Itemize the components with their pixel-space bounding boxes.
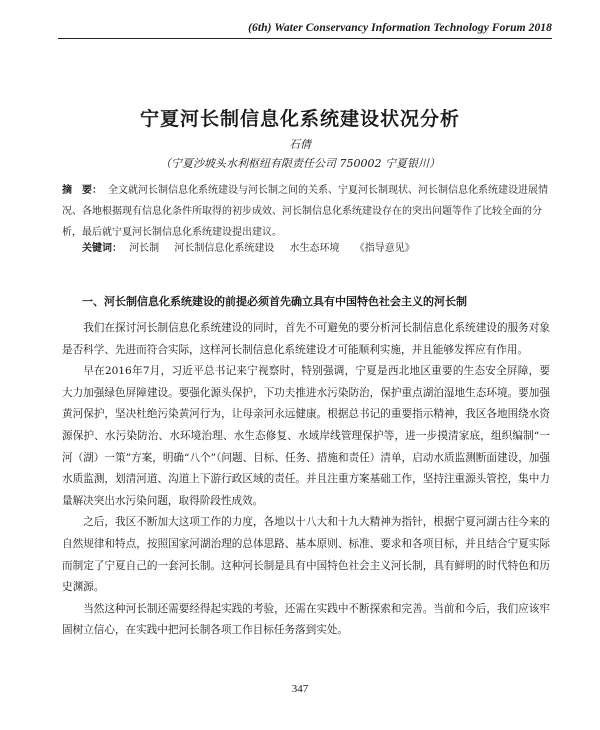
paragraph: 我们在探讨河长制信息化系统建设的同时，首先不可避免的要分析河长制信息化系统建设的服务对象是否科学、先进而符合实际，这样河长制信息化系统建设才可能顺利实施，并且能够发挥应有作用。: [62, 322, 550, 356]
running-head: (6th) Water Conservancy Information Technology Forum 2018: [248, 22, 552, 34]
author: 石倩: [289, 138, 311, 151]
abstract-label: 摘 要：: [62, 185, 102, 196]
body-text: [62, 318, 550, 642]
keyword: 水生态环境: [289, 243, 340, 254]
keyword: 河长制: [129, 243, 160, 254]
keyword: 河长制信息化系统建设: [174, 243, 275, 254]
paragraph: 早在2016年7月，习近平总书记来宁视察时，特别强调，宁夏是西北地区重要的生态安全屏障，要大力加强绿色屏障建设。要强化源头保护，下功夫推进水污染防治，保护重点湖泊湿地生态环境。要加强黄河保护，坚决杜绝污染黄河行为，让母亲河永远健康。根据总书记的重要指示精神，我区各地围绕水资源保护、水污染防治、水环境治理、水生态修复、水域岸线管理保护等，进一步摸清家底，组织编制“一河（湖）一策”方案，明确“八个”（问题、目标、任务、措施和责任）清单，启动水质监测断面建设，加强水质监测，划清河道、沟道上下游行政区域的责任。并且注重方案基础工作，坚持注重源头管控，集中力量解决突出水污染问题，取得阶段性成效。: [62, 365, 550, 507]
abstract: [62, 180, 550, 243]
page-number: 347: [291, 683, 309, 695]
affiliation: （宁夏沙坡头水利枢纽有限责任公司 750002 宁夏银川）: [160, 157, 440, 170]
paragraph: 之后，我区不断加大这项工作的力度，各地以十八大和十九大精神为指针，根据宁夏河湖古往今来的自然规律和特点，按照国家河湖治理的总体思路、基本原则、标准、要求和各项目标，并且结合宁夏实际而制定了宁夏自己的一套河长制。这种河长制是具有中国特色社会主义河长制，具有鲜明的时代特色和历史渊源。: [62, 516, 550, 594]
header-rule: [58, 38, 552, 39]
abstract-text: 全文就河长制信息化系统建设与河长制之间的关系、宁夏河长制现状、河长制信息化系统建设进展情况、各地根据现有信息化条件所取得的初步成效、河长制信息化系统建设存在的突出问题等作了比较全面的分析，最后就宁夏河长制信息化系统建设提出建议。: [62, 185, 548, 238]
keyword: 《指导意见》: [354, 243, 415, 254]
section-heading: 一、河长制信息化系统建设的前提必须首先确立具有中国特色社会主义的河长制: [82, 295, 467, 308]
paper-title: 宁夏河长制信息化系统建设状况分析: [139, 108, 460, 130]
paragraph: 当然这种河长制还需要经得起实践的考验，还需在实践中不断探索和完善。当前和今后，我们应该牢固树立信心，在实践中把河长制各项工作目标任务落到实处。: [62, 602, 550, 637]
keywords-label: 关键词：: [82, 243, 122, 254]
keywords: [82, 240, 550, 258]
